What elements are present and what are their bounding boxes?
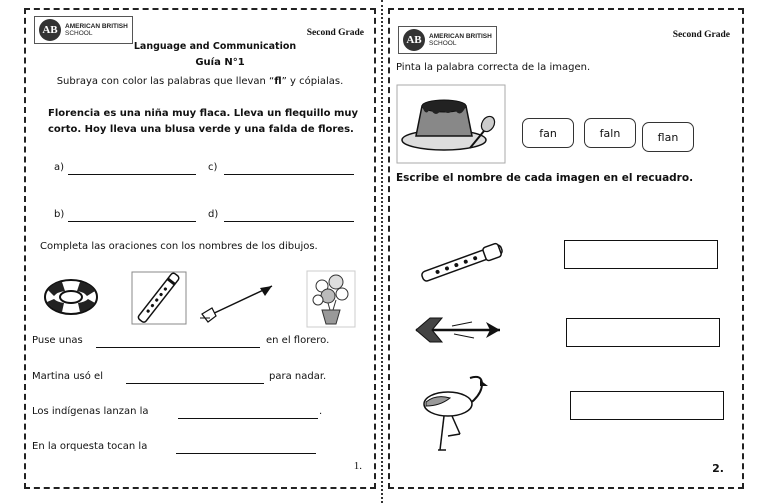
school-name-line2: SCHOOL (429, 40, 457, 47)
worksheet-page-2 (388, 8, 744, 489)
sentence-1-after: en el florero. (266, 335, 330, 346)
flamingo-icon (410, 370, 490, 452)
worksheet-page-1 (24, 8, 376, 489)
grade-label: Second Grade (306, 28, 364, 38)
instruction-complete: Completa las oraciones con los nombres de los dibujos. (40, 241, 318, 252)
page-divider (381, 0, 383, 503)
instruction-paint: Pinta la palabra correcta de la imagen. (396, 62, 591, 73)
swim-ring-icon (42, 274, 100, 318)
flute-icon (130, 270, 188, 326)
school-logo (398, 26, 497, 54)
answer-box-3[interactable] (570, 391, 724, 420)
sentence-3-after: . (319, 406, 323, 417)
sentence-3-before: Los indígenas lanzan la (32, 406, 149, 417)
school-name-line1: AMERICAN BRITISH (429, 33, 492, 40)
flute-icon (416, 242, 508, 284)
word-option-flan[interactable]: flan (642, 122, 694, 152)
sentence-3-blank[interactable] (178, 406, 318, 419)
paragraph-line-1: Florencia es una niña muy flaca. Lleva un flequillo muy (48, 108, 358, 119)
word-option-faln[interactable]: faln (584, 118, 636, 148)
page-number-2: 2. (712, 462, 724, 475)
school-initials: AB (403, 29, 425, 51)
blank-a-line[interactable] (68, 162, 196, 175)
sentence-2-before: Martina usó el (32, 371, 103, 382)
instruction-part-b: ” y cópialas. (281, 76, 344, 87)
blank-b-line[interactable] (68, 209, 196, 222)
instruction-fl: fl (274, 76, 282, 87)
instruction-write: Escribe el nombre de cada imagen en el recuadro. (396, 172, 694, 184)
guide-title: Guía N°1 (195, 57, 245, 68)
blank-d-label: d) (208, 209, 219, 220)
instruction-part-a: Subraya con color las palabras que llevan “ (56, 76, 275, 87)
school-logo (34, 16, 133, 44)
sentence-4-blank[interactable] (176, 441, 316, 454)
page-number-1: 1. (353, 460, 362, 472)
instruction-underline (26, 76, 374, 87)
sentence-1-blank[interactable] (96, 335, 260, 348)
arrow-icon (412, 312, 504, 346)
blank-c-line[interactable] (224, 162, 354, 175)
sentence-1-before: Puse unas (32, 335, 83, 346)
word-option-fan[interactable]: fan (522, 118, 574, 148)
sentence-2-blank[interactable] (126, 371, 264, 384)
blank-b-label: b) (54, 209, 65, 220)
flan-icon (396, 84, 506, 164)
sentence-2-after: para nadar. (269, 371, 327, 382)
school-name-line1: AMERICAN BRITISH (65, 23, 128, 30)
blank-a-label: a) (54, 162, 65, 173)
answer-box-2[interactable] (566, 318, 720, 347)
sentence-4-before: En la orquesta tocan la (32, 441, 148, 452)
subject-title: Language and Communication (133, 41, 297, 52)
blank-c-label: c) (208, 162, 218, 173)
school-name-line2: SCHOOL (65, 30, 93, 37)
flowers-icon (306, 270, 356, 328)
arrow-icon (198, 278, 278, 324)
paragraph-line-2: corto. Hoy lleva una blusa verde y una falda de flores. (48, 124, 354, 135)
answer-box-1[interactable] (564, 240, 718, 269)
school-initials: AB (39, 19, 61, 41)
blank-d-line[interactable] (224, 209, 354, 222)
grade-label: Second Grade (672, 30, 730, 40)
